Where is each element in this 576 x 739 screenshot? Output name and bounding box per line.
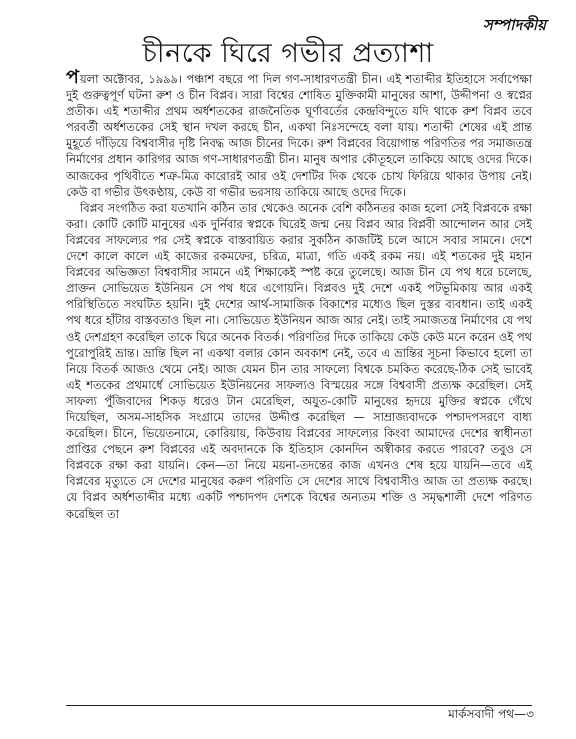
drop-cap: প <box>66 66 79 88</box>
paragraph-1 <box>66 66 532 200</box>
page-footer: মার্কসবাদী পথ—৩ <box>448 707 534 721</box>
page-title: চীনকে ঘিরে গভীর প্রত্যাশা <box>142 38 434 69</box>
article-body <box>66 66 532 522</box>
paragraph-1-text: য়লা অক্টোবর, ১৯৯৯। পঞ্চাশ বছরে পা দিল গণ-সাধারণতন্ত্রী চীন। এই শতাব্দীর ইতিহাসে সর্বাপেক্ষা দুই গুরুত্বপূর্ণ ঘটনা রুশ ও চীন বিপ্লব। সারা বিশ্বের শোষিত মুক্তিকামী মানুষের আশা, উদ্দীপনা ও স্বপ্নের প্রতীক। এই শতাব্দীর প্রথম অর্ধশতকের রাজনৈতিক ঘূর্ণাবর্তের কেন্দ্রবিন্দুতে যদি থাকে রুশ বিপ্লব তবে পরবর্তী অর্ধশতকের সেই স্থান দখল করছে চীন, একথা নিঃসন্দেহে বলা যায়। শতাব্দী শেষের এই প্রান্ত মুহূর্তে দাঁড়িয়ে বিশ্ববাসীর দৃষ্টি নিবদ্ধ আজ চীনের দিকে। রুশ বিপ্লবের বিয়োগান্ত পরিণতির পর সমাজতন্ত্র নির্মাণের প্রধান কারিগর আজ গণ-সাধারণতন্ত্রী চীন। মানুষ অপার কৌতূহলে তাকিয়ে আছে ওদের দিকে। আজকের পৃথিবীতে শত্রু-মিত্র কারোরই আর ওই দেশটির দিক থেকে চোখ ফিরিয়ে থাকার উপায় নেই। কেউ বা গভীর উৎকণ্ঠায়, কেউ বা গভীর ভরসায় তাকিয়ে আছে ওদের দিকে। <box>66 72 532 199</box>
paragraph-2: বিপ্লব সংগঠিত করা যতখানি কঠিন তার থেকেও অনেক বেশি কঠিনতর কাজ হলো সেই বিপ্লবকে রক্ষা করা। কোটি কোটি মানুষের এক দুর্নিবার স্বপ্নকে ঘিরেই জন্ম নেয় বিপ্লব আর বিপ্লবী আন্দোলন আর সেই বিপ্লবের সাফল্যের পর সেই স্বপ্নকে বাস্তবায়িত করার সুকঠিন কাজটিই চলে আসে সবার সামনে। দেশে দেশে কালে কালে এই কাজের রকমফের, চরিত্র, মাত্রা, গতি একই রকম নয়। এই শতকের দুই মহান বিপ্লবের অভিজ্ঞতা বিশ্ববাসীর সামনে এই শিক্ষাকেই স্পষ্ট করে তুলেছে। আজ চীন যে পথ ধরে চলেছে, প্রাক্তন সোভিয়েত ইউনিয়ন সে পথ ধরে এগোয়নি। বিপ্লবও দুই দেশে একই পটভূমিকায় আর একই পরিস্থিতিতে সংঘটিত হয়নি। দুই দেশের আর্থ-সামাজিক বিকাশের মধ্যেও ছিল দুস্তর ব্যবধান। তাই একই পথ ধরে হাঁটার বাস্তবতাও ছিল না। সোভিয়েত ইউনিয়ন আজ আর নেই। তাই সমাজতন্ত্র নির্মাণের যে পথ ওই দেশগ্রহণ করেছিল তাকে ঘিরে অনেক বিতর্ক। পরিণতির দিকে তাকিয়ে কেউ কেউ মনে করেন ওই পথ পুরোপুরিই ভ্রান্ত। ভ্রান্তি ছিল না একথা বলার কোন অবকাশ নেই, তবে এ ভ্রান্তির সূচনা কিভাবে হলো তা নিয়ে বিতর্ক আজও থেমে নেই। আজ যেমন চীন তার সাফল্যে বিশ্বকে চমকিত করেছে-ঠিক সেই ভাবেই এই শতকের প্রথমার্ধে সোভিয়েত ইউনিয়নের সাফল্যও বিস্ময়ের সঙ্গে বিশ্ববাসী প্রত্যক্ষ করেছিল। সেই সাফল্য পুঁজিবাদের শিকড় ধরেও টান মেরেছিল, অযুত-কোটি মানুষের হৃদয়ে মুক্তির স্বপ্নকে গেঁথে দিয়েছিল, অসম-সাহসিক সংগ্রামে তাদের উদ্দীপ্ত করেছিল — সাম্রাজ্যবাদকে পশ্চাদপসরণে বাধ্য করেছিল। চীনে, ভিয়েতনামে, কোরিয়ায়, কিউবায় বিপ্লবের সাফল্যের কিংবা আমাদের দেশের স্বাধীনতা প্রাপ্তির পেছনে রুশ বিপ্লবের এই অবদানকে কি ইতিহাস কোনদিন অস্বীকার করতে পারবে? তবুও সে বিপ্লবকে রক্ষা করা যায়নি। কেন—তা নিয়ে ময়না-তদন্তের কাজ এখনও শেষ হয়ে যায়নি—তবে এই বিপ্লবের মৃত্যুতে সে দেশের মানুষের করুণ পরিণতি সে দেশের সাথে বিশ্ববাসীও আজ তা প্রত্যক্ষ করছে। যে বিপ্লব অর্ধশতাব্দীর মধ্যে একটি পশ্চাদপদ দেশকে বিশ্বের অন্যতম শক্তি ও সমৃদ্ধশালী দেশে পরিণত করেছিল তা <box>66 200 532 521</box>
section-label: সম্পাদকীয় <box>482 16 546 34</box>
